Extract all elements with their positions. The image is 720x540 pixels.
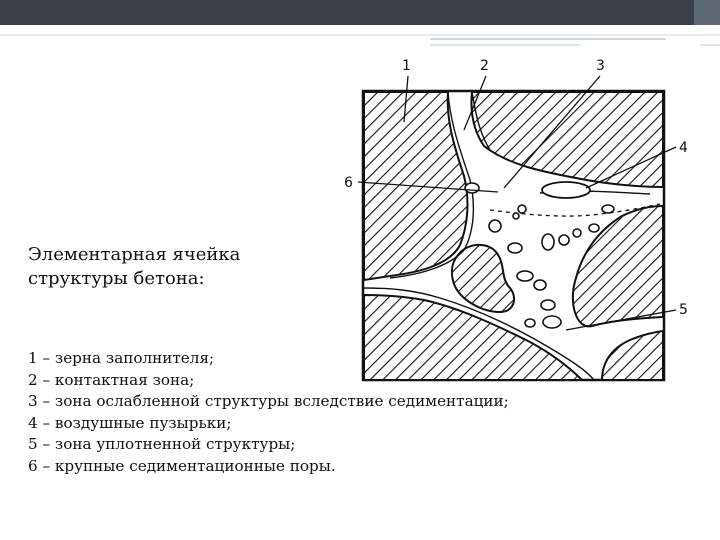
diagram-label-2: 2 [480, 58, 489, 74]
decorative-rule [0, 34, 720, 36]
legend-item: 4 – воздушные пузырьки; [28, 413, 232, 432]
air-bubble [542, 182, 590, 198]
decorative-rule [430, 38, 666, 40]
legend-item: 6 – крупные седиментационные поры. [28, 456, 336, 475]
diagram-label-1: 1 [402, 58, 411, 74]
legend-item: 3 – зона ослабленной структуры вследствие седиментации; [28, 392, 509, 411]
slide-heading [28, 243, 358, 291]
diagram-label-5: 5 [679, 302, 688, 318]
diagram-label-3: 3 [596, 58, 605, 74]
legend-list [28, 348, 708, 478]
legend-item: 2 – контактная зона; [28, 370, 195, 389]
slide-top-bar [0, 0, 720, 25]
heading-line: Элементарная ячейка [28, 244, 241, 265]
decorative-rule [430, 44, 580, 46]
heading-line: структуры бетона: [28, 268, 205, 289]
top-bar-accent [694, 0, 720, 25]
diagram-label-4: 4 [679, 140, 688, 156]
concrete-cell-diagram [330, 50, 710, 390]
decorative-rule [700, 44, 720, 46]
diagram-label-6: 6 [344, 175, 353, 191]
legend-item: 1 – зерна заполнителя; [28, 349, 215, 367]
legend-item: 5 – зона уплотненной структуры; [28, 435, 296, 454]
